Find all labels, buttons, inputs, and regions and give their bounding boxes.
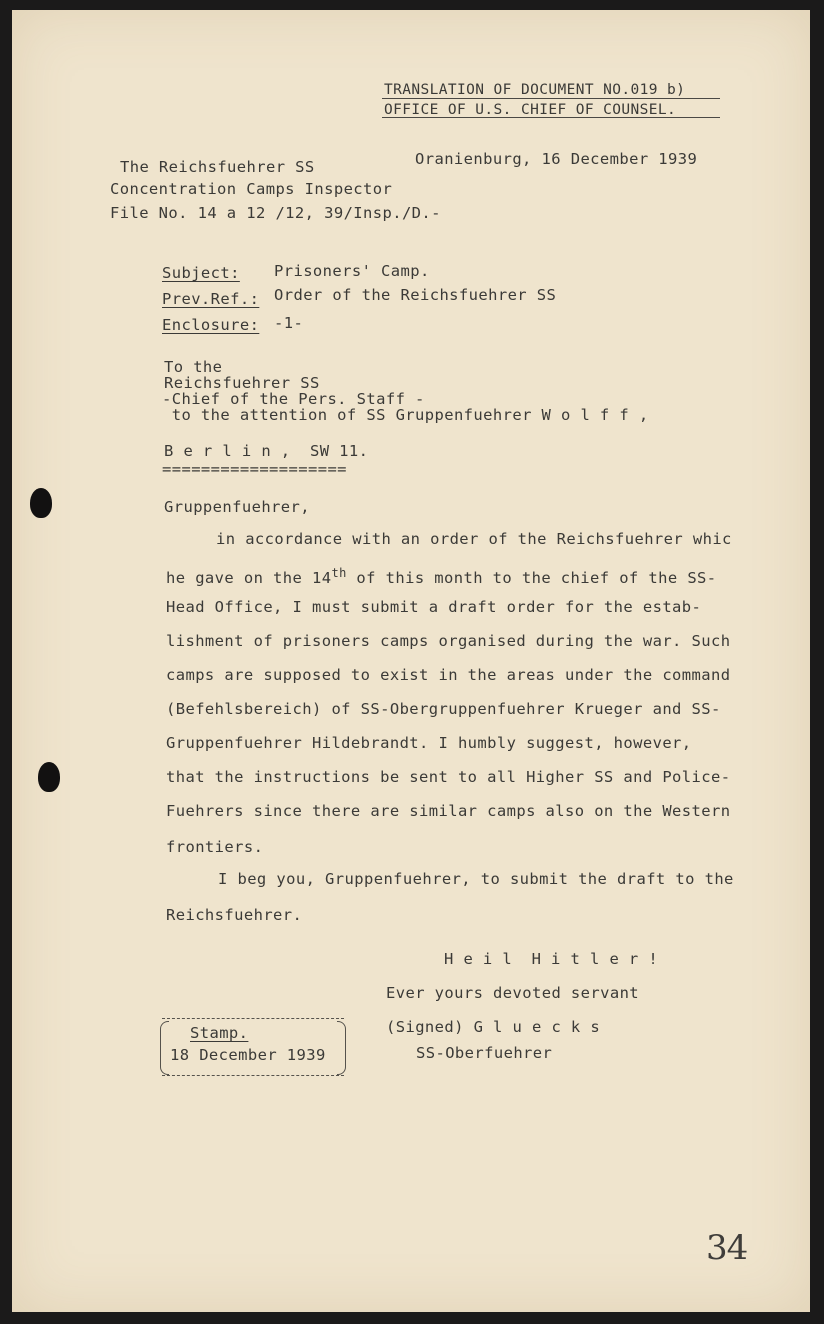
sender-line-2: Concentration Camps Inspector [110,180,393,198]
closing-yours: Ever yours devoted servant [386,984,640,1002]
file-number: File No. 14 a 12 /12, 39/Insp./D.- [110,204,441,222]
recipient-line-4: to the attention of SS Gruppenfuehrer W o l f f , [162,406,649,424]
subject-label: Subject: [162,264,240,282]
sender-line-1: The Reichsfuehrer SS [120,158,315,176]
city-double-rule: =================== [162,460,347,478]
handwritten-page-number: 34 [706,1228,748,1268]
body-p2-line-2: Reichsfuehrer. [166,906,303,924]
salutation: Gruppenfuehrer, [164,498,310,516]
punch-hole-top [30,488,52,518]
body-line-2: he gave on the 14th of this month to the chief of the SS- [166,566,717,588]
body-p2-line-1: I beg you, Gruppenfuehrer, to submit the draft to the [218,870,734,888]
signature-rank: SS-Oberfuehrer [416,1044,553,1062]
body-line-3: Head Office, I must submit a draft order for the estab- [166,598,702,616]
office-header: OFFICE OF U.S. CHIEF OF COUNSEL. [384,102,677,118]
body-line-10: frontiers. [166,838,264,856]
header-rule-2 [382,117,720,118]
subject-value: Prisoners' Camp. [274,262,430,280]
translation-header: TRANSLATION OF DOCUMENT NO.019 b) [384,82,686,98]
body-line-6: (Befehlsbereich) of SS-Obergruppenfuehrer Krueger and SS- [166,700,721,718]
enclosure-label: Enclosure: [162,316,260,334]
body-line-1: in accordance with an order of the Reichsfuehrer whic [216,530,732,548]
body-line-9: Fuehrers since there are similar camps also on the Western [166,802,731,820]
document-page [12,10,810,1312]
recipient-line-1: To the [164,358,223,376]
body-line-8: that the instructions be sent to all Higher SS and Police- [166,768,731,786]
recipient-line-3: -Chief of the Pers. Staff - [162,390,425,408]
body-line-7: Gruppenfuehrer Hildebrandt. I humbly suggest, however, [166,734,692,752]
stamp-label: Stamp. [190,1024,249,1042]
place-date: Oranienburg, 16 December 1939 [415,150,698,168]
header-rule-1 [382,98,720,99]
prev-ref-label: Prev.Ref.: [162,290,260,308]
recipient-city: B e r l i n , SW 11. [164,442,369,460]
enclosure-value: -1- [274,314,304,332]
recipient-line-2: Reichsfuehrer SS [164,374,320,392]
signature-signed: (Signed) G l u e c k s [386,1018,601,1036]
punch-hole-bottom [38,762,60,792]
closing-heil: H e i l H i t l e r ! [444,950,659,968]
stamp-date: 18 December 1939 [170,1046,326,1064]
body-line-5: camps are supposed to exist in the areas under the command [166,666,731,684]
body-line-4: lishment of prisoners camps organised during the war. Such [166,632,731,650]
prev-ref-value: Order of the Reichsfuehrer SS [274,286,557,304]
